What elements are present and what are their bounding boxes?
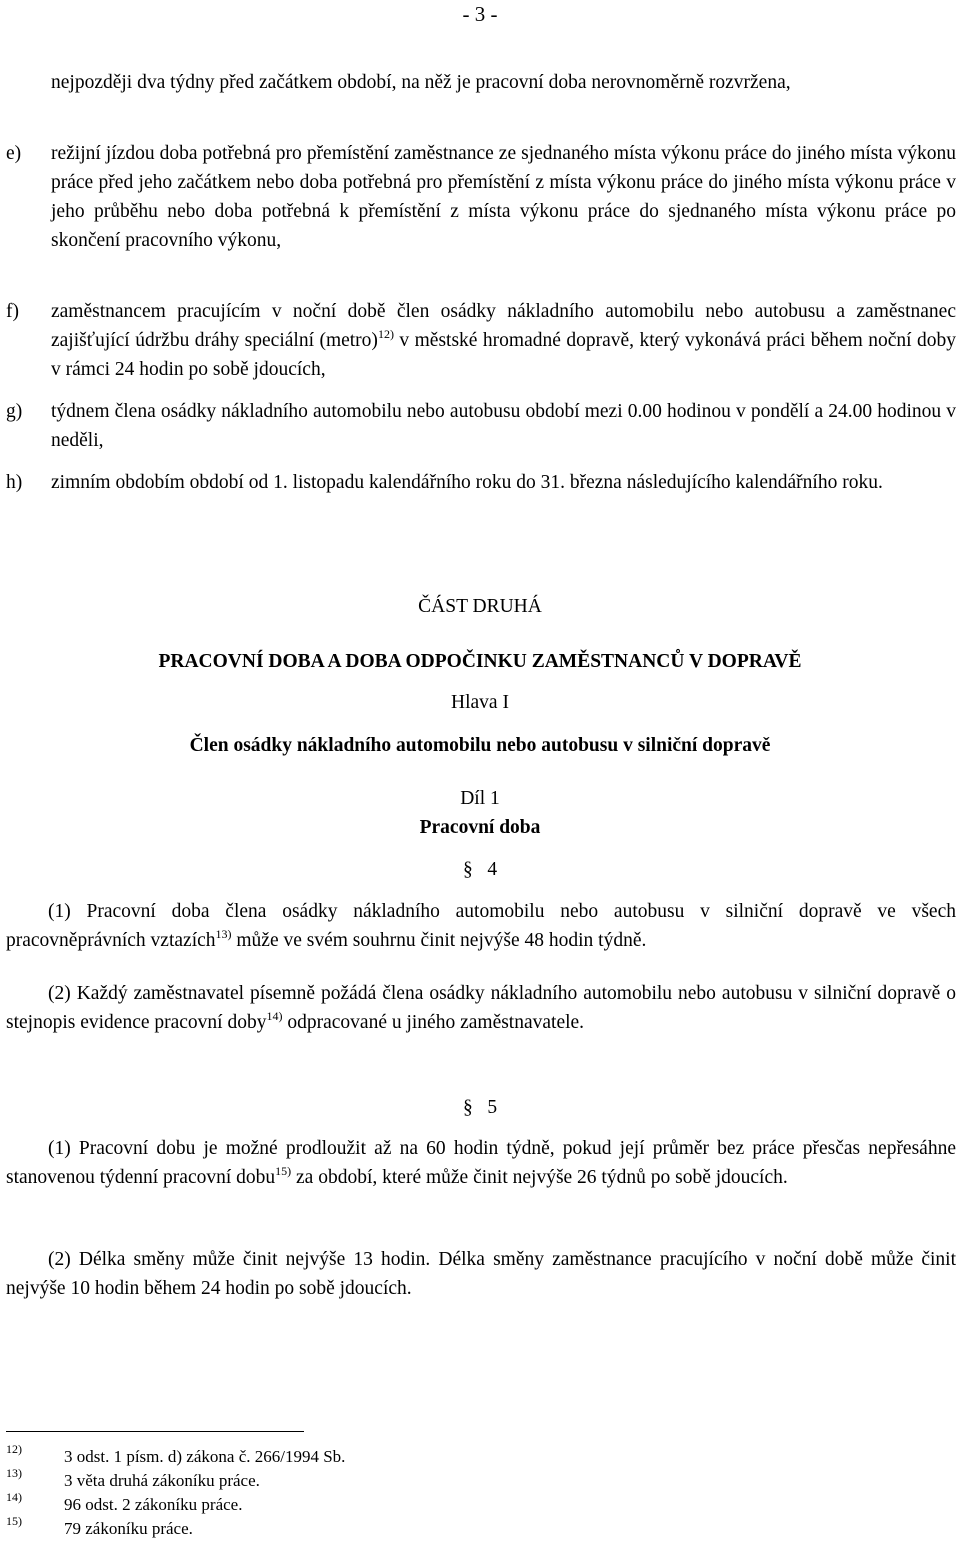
footnote-number: 13) xyxy=(6,1466,22,1480)
definition-label: f) xyxy=(6,301,19,322)
definition-text: týdnem člena osádky nákladního automobilu nebo autobusu období mezi 0.00 hodinou v pondělí a 24.00 hodinou v neděli, xyxy=(51,401,956,451)
definition-h xyxy=(6,468,956,497)
section-symbol: § xyxy=(462,1097,473,1118)
footnote-number: 15) xyxy=(6,1514,22,1528)
definition-text: režijní jízdou doba potřebná pro přemístění zaměstnance ze sjednaného místa výkonu práce do jiného místa výkonu práce před jeho začátkem nebo doba potřebná pro přemístění z místa výkonu práce do jiného místa výkonu práce v jeho průběhu nebo doba potřebná k přemístění z místa výkonu práce do sjednaného místa výkonu práce po skončení pracovního výkonu, xyxy=(51,143,956,251)
definition-label: h) xyxy=(6,472,23,493)
paragraph-text: může ve svém souhrnu činit nejvýše 48 hodin týdně. xyxy=(231,930,647,951)
footnote-14 xyxy=(6,1490,243,1517)
footnote-12 xyxy=(6,1442,346,1469)
section-5-heading xyxy=(0,1093,960,1122)
division-title: Pracovní doba xyxy=(419,817,541,838)
page-number: - 3 - xyxy=(462,2,498,26)
paragraph-text: za období, které může činit nejvýše 26 týdnů po sobě jdoucích. xyxy=(291,1167,788,1188)
paragraph-text: (1) Pracovní doba člena osádky nákladního automobilu nebo autobusu v silniční dopravě ve všech pracovněprávních vztazích xyxy=(6,901,956,951)
paragraph-text: (2) Každý zaměstnavatel písemně požádá člena osádky nákladního automobilu nebo autobusu v silniční dopravě o stejnopis evidence pracovní doby xyxy=(6,983,956,1033)
footnote-15 xyxy=(6,1514,193,1541)
footnote-13 xyxy=(6,1466,260,1493)
section-number: 5 xyxy=(487,1097,498,1118)
section-5-paragraph-2 xyxy=(6,1245,956,1303)
definition-label: g) xyxy=(6,401,23,422)
footnote-ref: 15) xyxy=(275,1164,292,1178)
paragraph-text: odpracované u jiného zaměstnavatele. xyxy=(282,1012,585,1033)
intro-continuation: nejpozději dva týdny před začátkem období, na něž je pracovní doba nerovnoměrně rozvržena, xyxy=(51,72,791,93)
footnote-text: 3 odst. 1 písm. d) zákona č. 266/1994 Sb. xyxy=(64,1447,346,1466)
definition-text-part: zaměstnancem pracujícím v noční době člen osádky nákladního automobilu nebo autobusu a zaměstnanec zajišťující údržbu dráhy speciální (metro) xyxy=(51,301,956,351)
footnote-ref: 12) xyxy=(377,327,394,341)
section-4-paragraph-2 xyxy=(6,979,956,1037)
definition-text: zimním obdobím období od 1. listopadu kalendářního roku do 31. března následujícího kalendářního roku. xyxy=(51,472,883,493)
definition-f xyxy=(6,297,956,384)
definition-label: e) xyxy=(6,143,22,164)
part-heading: ČÁST DRUHÁ xyxy=(418,596,542,617)
paragraph-text: (1) Pracovní dobu je možné prodloužit až na 60 hodin týdně, pokud její průměr bez práce přesčas nepřesáhne stanovenou týdenní pracovní dobu xyxy=(6,1138,956,1188)
head-heading: Hlava I xyxy=(451,692,509,713)
footnote-number: 14) xyxy=(6,1490,22,1504)
section-5-paragraph-1 xyxy=(6,1134,956,1192)
footnote-text: 3 věta druhá zákoníku práce. xyxy=(64,1471,260,1490)
footnote-text: 79 zákoníku práce. xyxy=(64,1519,193,1538)
footnote-ref: 14) xyxy=(266,1009,283,1023)
head-title: Člen osádky nákladního automobilu nebo autobusu v silniční dopravě xyxy=(189,735,771,756)
section-symbol: § xyxy=(462,859,473,880)
footnote-text: 96 odst. 2 zákoníku práce. xyxy=(64,1495,243,1514)
section-number: 4 xyxy=(487,859,498,880)
division-heading: Díl 1 xyxy=(460,788,500,809)
definition-text xyxy=(51,297,956,384)
footnote-divider xyxy=(6,1431,304,1432)
footnote-number: 12) xyxy=(6,1442,22,1456)
section-4-heading xyxy=(0,855,960,884)
definition-e xyxy=(6,139,956,255)
part-title: PRACOVNÍ DOBA A DOBA ODPOČINKU ZAMĚSTNANCŮ V DOPRAVĚ xyxy=(158,651,802,672)
definition-g xyxy=(6,397,956,455)
footnote-ref: 13) xyxy=(215,927,232,941)
definition-text-part: v městské hromadné dopravě, který vykonává práci během noční doby v rámci 24 hodin po sobě jdoucích, xyxy=(51,330,956,380)
section-4-paragraph-1 xyxy=(6,897,956,955)
paragraph-text: (2) Délka směny může činit nejvýše 13 hodin. Délka směny zaměstnance pracujícího v noční době může činit nejvýše 10 hodin během 24 hodin po sobě jdoucích. xyxy=(6,1249,956,1299)
